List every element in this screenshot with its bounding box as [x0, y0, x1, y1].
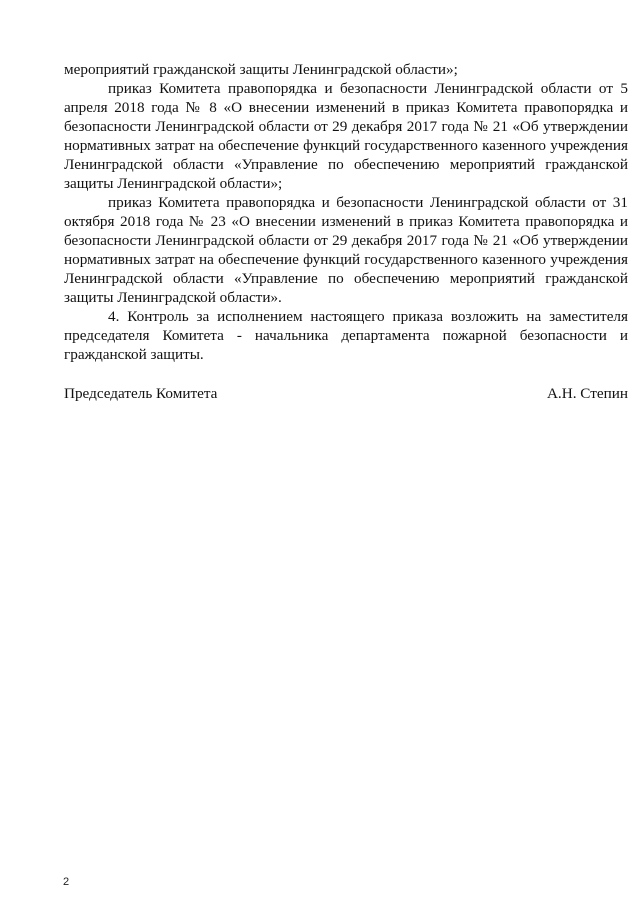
paragraph-order-april-2018: приказ Комитета правопорядка и безопасности Ленинградской области от 5 апреля 2018 года № 8 «О внесении изменений в приказ Комитета правопорядка и безопасности Ленинградской области от 29 декабря 2017 года № 21 «Об утверждении нормативных затрат на обеспечение функций государственного казенного учреждения Ленинградской области «Управление по обеспечению мероприятий гражданской защиты Ленинградской области»;	[64, 80, 628, 192]
paragraph-continuation: мероприятий гражданской защиты Ленинградской области»;	[64, 61, 458, 78]
document-body	[64, 60, 628, 364]
signatory-name: А.Н. Степин	[546, 385, 628, 402]
signatory-position: Председатель Комитета	[64, 385, 218, 402]
page-number: 2	[63, 876, 70, 888]
signature-block	[64, 384, 628, 403]
paragraph-order-october-2018: приказ Комитета правопорядка и безопасности Ленинградской области от 31 октября 2018 года № 23 «О внесении изменений в приказ Комитета правопорядка и безопасности Ленинградской области от 29 декабря 2017 года № 21 «Об утверждении нормативных затрат на обеспечение функций государственного казенного учреждения Ленинградской области «Управление по обеспечению мероприятий гражданской защиты Ленинградской области».	[64, 194, 628, 306]
paragraph-control-clause: 4. Контроль за исполнением настоящего приказа возложить на заместителя председателя Комитета - начальника департамента пожарной безопасности и гражданской защиты.	[64, 308, 628, 363]
